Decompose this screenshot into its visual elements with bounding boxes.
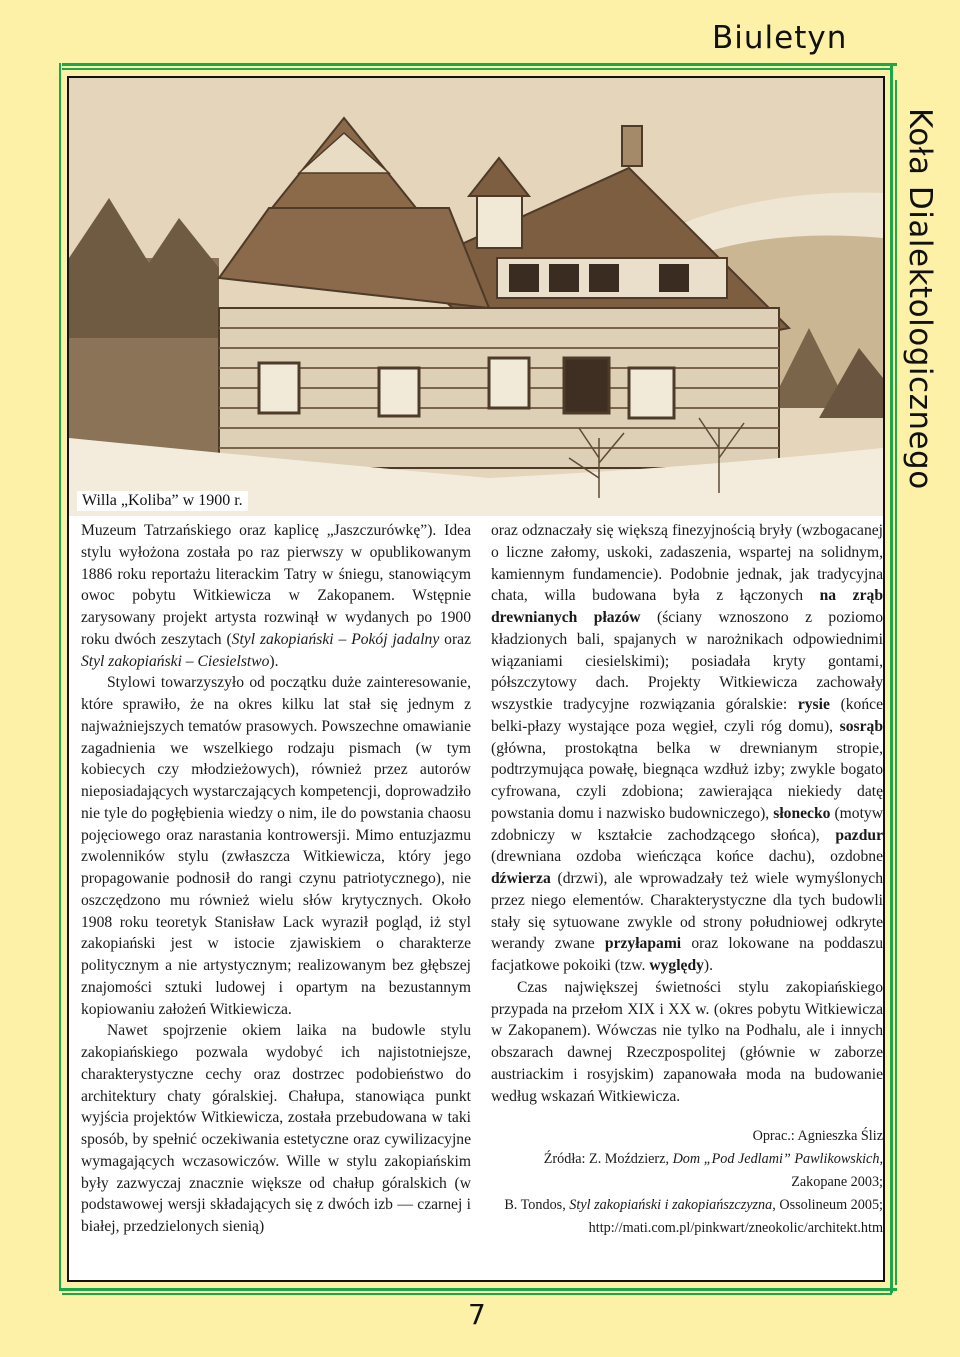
side-title: Koła Dialektologicznego bbox=[902, 108, 938, 490]
green-rule-top-1 bbox=[62, 63, 897, 66]
source-1-line-2: Zakopane 2003; bbox=[791, 1174, 883, 1191]
source-3-link[interactable]: http://mati.com.pl/pinkwart/zneokolic/architekt.htm bbox=[588, 1220, 883, 1237]
source-2: B. Tondos, Styl zakopiański i zakopiańszczyzna, Ossolineum 2005; bbox=[504, 1197, 883, 1214]
page-number: 7 bbox=[468, 1298, 486, 1331]
left-paragraph-2: Stylowi towarzyszyło od początku duże zainteresowanie, które sprawiło, że na okres kilku lat stał się jednym z najważniejszych tematów prasowych. Powszechne omawianie zagadnienia we wszelkiego rodzaju pismach (w tym kobiecych czy młodzieżowych), również przez autorów nieposiadających wystarczających kompetencji, doprowadziło nie tyle do pogłębienia wiedzy o nim, ile do powstania chaosu pojęciowego oraz narastania kontrowersji. Mimo entuzjazmu zwolenników stylu (zwłaszcza Witkiewicza, który jego propagowanie podnosił do rangi czynu patriotycznego), nie oszczędzono mu również wielu słów krytycznych. Około 1908 roku teoretyk Stanisław Lack wyraził pogląd, iż styl zakopiański jest w istocie zjawiskiem o charakterze politycznym a nie artystycznym; realizowanym bez głębszej znajomości sztuki ludowej i opartym na bezustannym kopiowaniu założeń Witkiewicza. bbox=[81, 674, 471, 1018]
villa-illustration bbox=[69, 78, 883, 516]
villa-koliba-photo bbox=[69, 78, 883, 516]
left-paragraph-3: Nawet spojrzenie okiem laika na budowle stylu zakopiańskiego pozwala wydobyć ich najistotniejsze, charakterystyczne cechy oraz dostrzec podobieństwo do architektury chaty góralskiej. Chałupa, stanowiąca punkt wyjścia projektów Witkiewicza, została przebudowana w taki sposób, by spełnić oczekiwania estetyczne oraz cywilizacyjne wymagających wczasowiczów. Wille w stylu zakopiańskim były zazwyczaj znacznie większe od chałup góralskich (w podstawowej wersji składających się z dwóch izb — czarnej i białej, przedzielonych sienią) bbox=[81, 1022, 471, 1235]
article-frame bbox=[67, 76, 885, 1282]
author-credit: Oprac.: Agnieszka Śliz bbox=[752, 1128, 883, 1145]
green-rule-bottom-1 bbox=[59, 1288, 897, 1291]
green-rule-left-1 bbox=[59, 63, 61, 1288]
credits bbox=[491, 1125, 883, 1240]
bulletin-title: Biuletyn bbox=[712, 20, 848, 56]
right-column bbox=[491, 520, 883, 1240]
left-paragraph-1: Muzeum Tatrzańskiego oraz kaplicę „Jaszczurówkę”). Idea stylu wyłożona została po raz pierwszy w opublikowanym 1886 roku reportażu literackim Tatry w śniegu, stanowiącym owoc pobytu Witkiewicza w Zakopanem. Wstępnie zarysowany projekt artysta rozwinął w wydanych po 1900 roku dwóch zeszytach (Styl zakopiański – Pokój jadalny oraz Styl zakopiański – Ciesielstwo). bbox=[81, 522, 471, 670]
green-rule-bottom-2 bbox=[62, 1293, 892, 1295]
source-1: Źródła: Z. Moździerz, Dom „Pod Jedlami” Pawlikowskich, bbox=[543, 1151, 883, 1168]
left-column bbox=[81, 520, 471, 1238]
right-paragraph-1: oraz odznaczały się większą finezyjnością bryły (wzbogacanej o liczne załomy, uskoki, zadaszenia, wspartej na solidnym, kamiennym fundamencie). Podobnie jednak, jak tradycyjna chata, willa budowana była z łączonych na zrąb drewnianych płazów (ściany wznoszono z poziomo kładzionych bali, spajanych w narożnikach odpowiednimi wiązaniami ciesielskimi); posiadała kryty gontami, półszczytowy dach. Projekty Witkiewicza zachowały wszystkie tradycyjne rozwiązania góralskie: rysie (końce belki-płazy wystające poza węgieł, czyli róg domu), sosrąb (główna, prostokątna belka w drewnianym stropie, podtrzymująca powałę, biegnąca wzdłuż izby; zwykle bogato cyfrowana, czyli zdobiona; zawierająca niekiedy datę powstania domu i nazwisko budowniczego), słonecko (motyw zdobniczy w kształcie zachodzącego słońca), pazdur (drewniana ozdoba wieńcząca końce dachu), ozdobne dźwierza (drzwi), ale wprowadzały też wiele wymyślonych przez niego elementów. Charakterystyczne dla tych budowli stały się sytuowane zwykle od strony południowej odkryte werandy zwane przyłapami oraz lokowane na poddaszu facjatkowe pokoiki (tzw. wyględy). bbox=[491, 522, 883, 974]
right-paragraph-2: Czas największej świetności stylu zakopiańskiego przypada na przełom XIX i XX w. (okres pobytu Witkiewicza w Zakopanem). Wówczas nie tylko na Podhalu, ale i innych obszarach dawnej Rzeczpospolitej (głównie w zaborze austriackim i rosyjskim) zapanowała moda na budowanie według wskazań Witkiewicza. bbox=[491, 978, 883, 1105]
green-rule-top-2 bbox=[62, 68, 892, 70]
photo-caption: Willa „Koliba” w 1900 r. bbox=[77, 491, 248, 511]
